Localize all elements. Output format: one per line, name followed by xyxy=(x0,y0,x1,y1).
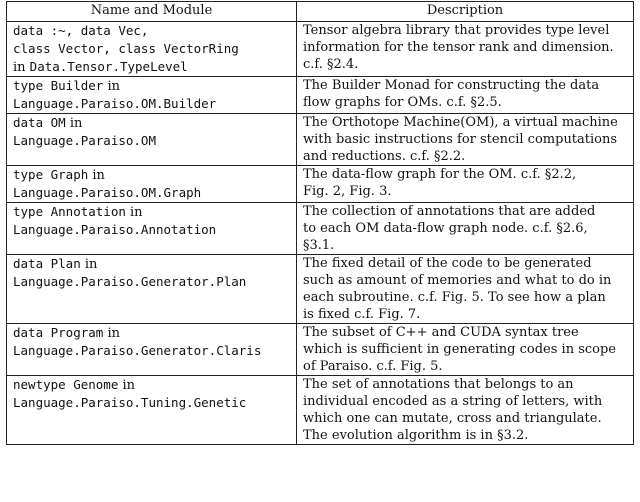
code-text: Language.Paraiso.OM.Builder xyxy=(13,96,217,111)
name-line xyxy=(13,376,290,394)
code-text: Language.Paraiso.Generator.Claris xyxy=(13,343,262,358)
description-line: and reductions. c.f. §2.2. xyxy=(303,149,466,164)
name-module-cell xyxy=(7,77,297,114)
name-line xyxy=(13,273,290,291)
description-line: The data-flow graph for the OM. c.f. §2.2, xyxy=(303,167,577,182)
name-suffix: in xyxy=(80,257,98,272)
name-line xyxy=(13,255,290,273)
description-cell xyxy=(297,166,634,203)
code-text: Data.Tensor.TypeLevel xyxy=(29,59,188,74)
description-line: The Orthotope Machine(OM), a virtual machine xyxy=(303,115,618,130)
name-line xyxy=(13,394,290,412)
description-line: The set of annotations that belongs to an xyxy=(303,377,574,392)
header-name-module: Name and Module xyxy=(7,2,297,22)
description-cell xyxy=(297,255,634,324)
name-suffix: in xyxy=(88,168,105,183)
code-text: Language.Paraiso.OM.Graph xyxy=(13,185,202,200)
name-module-cell xyxy=(7,114,297,166)
name-suffix: in xyxy=(125,205,143,220)
description-cell xyxy=(297,114,634,166)
name-line xyxy=(13,58,290,76)
description-line: Tensor algebra library that provides type level xyxy=(303,23,610,38)
name-line xyxy=(13,221,290,239)
table-row xyxy=(7,114,634,166)
description-line: c.f. §2.4. xyxy=(303,57,359,72)
header-row xyxy=(7,2,634,22)
table-row xyxy=(7,324,634,376)
code-text: data :~, data Vec, xyxy=(13,23,149,38)
description-cell xyxy=(297,376,634,445)
description-line: which is sufficient in generating codes in scope xyxy=(303,342,617,357)
description-cell xyxy=(297,324,634,376)
code-text: Language.Paraiso.Annotation xyxy=(13,222,217,237)
description-line: The Builder Monad for constructing the data xyxy=(303,78,600,93)
name-line xyxy=(13,132,290,150)
description-line: which one can mutate, cross and triangulate. xyxy=(303,411,602,426)
table-row xyxy=(7,22,634,77)
description-line: is fixed c.f. Fig. 7. xyxy=(303,307,421,322)
code-text: data Program xyxy=(13,325,104,340)
name-line xyxy=(13,95,290,113)
name-module-cell xyxy=(7,22,297,77)
description-line: flow graphs for OMs. c.f. §2.5. xyxy=(303,95,502,110)
name-line xyxy=(13,342,290,360)
description-line: The collection of annotations that are added xyxy=(303,204,596,219)
name-suffix: in xyxy=(103,79,120,94)
name-module-cell xyxy=(7,376,297,445)
description-line: each subroutine. c.f. Fig. 5. To see how a plan xyxy=(303,290,606,305)
name-line xyxy=(13,114,290,132)
description-cell xyxy=(297,203,634,255)
code-text: data OM xyxy=(13,115,66,130)
description-line: Fig. 2, Fig. 3. xyxy=(303,184,392,199)
name-module-cell xyxy=(7,324,297,376)
table-body xyxy=(7,22,634,445)
code-text: class Vector, class VectorRing xyxy=(13,41,239,56)
name-line xyxy=(13,184,290,202)
name-suffix: in xyxy=(65,116,83,131)
name-module-cell xyxy=(7,166,297,203)
code-text: type Graph xyxy=(13,167,89,182)
name-line xyxy=(13,203,290,221)
code-text: Language.Paraiso.OM xyxy=(13,133,156,148)
name-suffix: in xyxy=(118,378,136,393)
header-description: Description xyxy=(297,2,634,22)
name-line xyxy=(13,40,290,58)
code-text: data Plan xyxy=(13,256,81,271)
description-line: The fixed detail of the code to be generated xyxy=(303,256,592,271)
code-text: type Builder xyxy=(13,78,104,93)
code-text: Language.Paraiso.Tuning.Genetic xyxy=(13,395,247,410)
table-row xyxy=(7,255,634,324)
name-suffix: in xyxy=(103,326,120,341)
code-text: newtype Genome xyxy=(13,377,119,392)
table-row xyxy=(7,376,634,445)
name-line xyxy=(13,166,290,184)
name-module-cell xyxy=(7,203,297,255)
description-line: of Paraiso. c.f. Fig. 5. xyxy=(303,359,443,374)
description-cell xyxy=(297,77,634,114)
description-line: individual encoded as a string of letters, with xyxy=(303,394,603,409)
description-line: with basic instructions for stencil computations xyxy=(303,132,618,147)
name-line xyxy=(13,77,290,95)
code-text: type Annotation xyxy=(13,204,126,219)
table-row xyxy=(7,203,634,255)
name-line xyxy=(13,324,290,342)
code-text: Language.Paraiso.Generator.Plan xyxy=(13,274,247,289)
description-line: such as amount of memories and what to do in xyxy=(303,273,612,288)
description-line: §3.1. xyxy=(303,238,335,253)
description-line: to each OM data-flow graph node. c.f. §2.6, xyxy=(303,221,588,236)
name-prefix: in xyxy=(13,60,30,75)
description-line: information for the tensor rank and dimension. xyxy=(303,40,614,55)
name-module-cell xyxy=(7,255,297,324)
module-table xyxy=(6,1,634,445)
description-cell xyxy=(297,22,634,77)
name-line xyxy=(13,22,290,40)
description-line: The evolution algorithm is in §3.2. xyxy=(303,428,529,443)
table-row xyxy=(7,166,634,203)
table-row xyxy=(7,77,634,114)
description-line: The subset of C++ and CUDA syntax tree xyxy=(303,325,579,340)
